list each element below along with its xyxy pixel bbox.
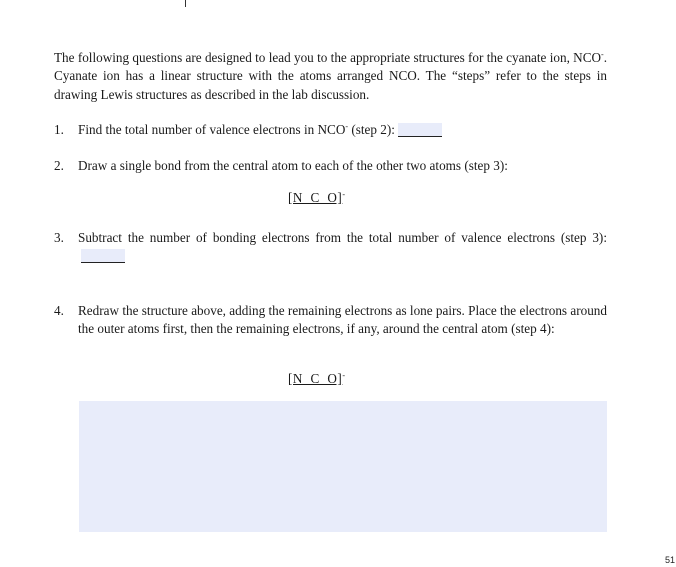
formula-charge: -: [342, 371, 346, 380]
page-number: 51: [665, 555, 676, 565]
intro-text-1: The following questions are designed to lead you to the appropriate structures for the cyanate ion, NCO: [54, 50, 602, 65]
intro-text-2: . Cyanate ion has a linear structure with the atoms arranged NCO. The “steps” refer to the steps in drawing Lewis structures as described in the lab discussion.: [54, 50, 607, 102]
drawing-answer-area[interactable]: [79, 401, 607, 532]
question-charge: -: [345, 122, 349, 131]
question-2: [54, 157, 607, 175]
intro-charge: -: [601, 50, 604, 59]
question-text-main: Subtract the number of bonding electrons from the total number of valence electrons (step 3):: [78, 230, 607, 245]
formula-2: [288, 371, 346, 387]
question-4: [54, 302, 607, 337]
top-margin-mark: [185, 0, 186, 7]
answer-field-3[interactable]: [81, 249, 125, 263]
question-text: Draw a single bond from the central atom to each of the other two atoms (step 3):: [78, 158, 508, 173]
question-text-a: Find the total number of valence electrons in NCO: [78, 122, 346, 137]
question-number: 2.: [54, 158, 64, 173]
question-number: 1.: [54, 122, 64, 137]
question-3: [54, 229, 607, 264]
question-text: [78, 229, 607, 264]
answer-field-1[interactable]: [398, 123, 442, 137]
question-text: Redraw the structure above, adding the remaining electrons as lone pairs. Place the electrons around the outer atoms first, then the remaining electrons, if any, around the central atom (step 4):: [78, 303, 607, 336]
formula-charge: -: [342, 190, 346, 199]
question-text: [78, 121, 607, 139]
formula-1: [288, 190, 346, 206]
question-text-b: (step 2):: [348, 122, 395, 137]
intro-paragraph: [54, 49, 607, 104]
formula-text: [N C O]: [288, 190, 343, 205]
question-number: 4.: [54, 303, 64, 318]
question-number: 3.: [54, 230, 64, 245]
question-1: [54, 121, 607, 139]
formula-text: [N C O]: [288, 371, 343, 386]
